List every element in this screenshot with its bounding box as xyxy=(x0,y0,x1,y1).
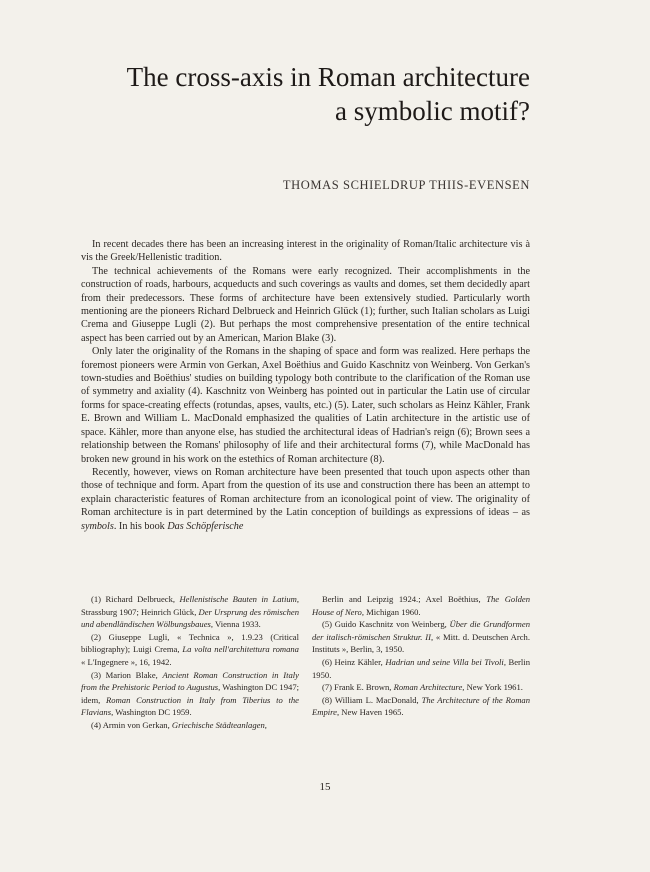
article-body xyxy=(81,238,530,533)
text-run: The technical achievements of the Romans were early recognized. Their accomplishments in the construction of roads, harbours, acqueducts and such coverings as vaults and domes, set them decidedly apart from their predecessors. These forms of architecture have been extensively studied. Particularly worth mentioning are the pioneers Richard Delbrueck and Heinrich Glück (1); further, such Italian scholars as Luigi Crema and Giuseppe Lugli (2). But perhaps the most comprehensive presentation of the entire technical aspect has been carried out by an American, Marion Blake (3). xyxy=(81,265,530,344)
footnote-entry xyxy=(81,631,299,669)
text-run: , Berlin 1950. xyxy=(312,656,530,680)
italic-text: La volta nell'architettura romana xyxy=(182,644,299,655)
text-run: (5) Guido Kaschnitz von Weinberg, xyxy=(322,619,450,630)
text-run: (7) Frank E. Brown, xyxy=(322,682,394,693)
body-paragraph xyxy=(81,345,530,466)
text-run: Berlin and Leipzig 1924.; Axel Boëthius, xyxy=(322,594,487,604)
text-run: , New Haven 1965. xyxy=(336,707,404,718)
title-line-1: The cross-axis in Roman architecture xyxy=(126,62,530,92)
footnote-entry xyxy=(312,681,530,694)
text-run: (4) Armin von Gerkan, xyxy=(91,719,172,730)
text-run: , Washington DC 1959. xyxy=(111,707,192,718)
footnote-entry xyxy=(312,618,530,656)
text-run: (3) Marion Blake, xyxy=(91,669,163,680)
italic-text: Das Schöpferische xyxy=(167,520,244,532)
text-run: In recent decades there has been an increasing interest in the originality of Roman/Italic architecture vis à vis the Greek/Hellenistic tradition. xyxy=(81,239,530,264)
text-run: , « Mitt. d. Deutschen Arch. Instituts », Berlin, 3, 1950. xyxy=(312,631,530,655)
text-run: Recently, however, views on Roman architecture have been presented that touch upon aspects other than those of technique and form. Apart from the question of its use and construction there has been an attempt to explain characteristic features of Roman architecture from an iconological point of view. The originality of Roman architecture is in part determined by the Latin conception of buildings as expressions of ideas – as xyxy=(81,466,530,519)
body-paragraph xyxy=(81,238,530,265)
italic-text: The Golden House of Nero xyxy=(312,594,530,617)
footnote-entry xyxy=(312,656,530,681)
title-line-2: a symbolic motif? xyxy=(335,96,530,126)
footnotes-right-column xyxy=(312,593,530,732)
text-run: , Strassburg 1907; Heinrich Glück, xyxy=(81,594,299,617)
italic-text: The Architecture of the Roman Empire xyxy=(312,694,530,718)
text-run: , xyxy=(264,719,267,730)
text-run: (1) Richard Delbrueck, xyxy=(91,594,180,604)
text-run: (6) Heinz Kähler, xyxy=(322,656,386,667)
author-name: THOMAS SCHIELDRUP THIIS-EVENSEN xyxy=(282,178,530,192)
italic-text: Ancient Roman Construction in Italy from the Prehistoric Period to Augustus xyxy=(81,669,299,693)
italic-text: Roman Architecture xyxy=(393,682,463,693)
footnote-entry xyxy=(81,719,299,732)
article-title xyxy=(127,60,530,128)
body-paragraph xyxy=(81,265,530,345)
footnote-entry xyxy=(81,669,299,719)
body-paragraph xyxy=(81,466,530,533)
footnote-entry xyxy=(312,694,530,719)
italic-text: Roman Construction in Italy from Tiberius to the Flavians xyxy=(81,694,299,718)
italic-text: Der Ursprung des römischen und abendländischen Wölbungsbaues xyxy=(81,606,300,630)
footnotes-left-column xyxy=(81,593,299,732)
text-run: , Michigan 1960. xyxy=(361,606,421,617)
italic-text: Griechische Städteanlagen xyxy=(171,719,265,730)
footnotes xyxy=(81,593,530,732)
text-run: « L'Ingegnere », 16, 1942. xyxy=(81,656,172,667)
text-run: , New York 1961. xyxy=(462,682,523,693)
italic-text: Hadrian und seine Villa bei Tivoli xyxy=(385,656,504,667)
text-run: Only later the originality of the Romans in the shaping of space and form was realized. Here perhaps the foremost pioneers were Armin von Gerkan, Axel Boëthius and Guido Kaschnitz von Weinberg. Von Gerkan's town-studies and Boëthius' studies on building typology both contribute to the clarification of the Roman use of symmetry and axiality (4). Kaschnitz von Weinberg has pointed out in particular the Latin use of circular forms for space-creating effects (rotundas, apses, vaults, etc.) (5). Later, such scholars as Heinz Kähler, Frank E. Brown and William L. MacDonald emphasized the qualities of Latin architecture in the artistic use of space. Kähler, more than anyone else, has studied the architectural ideas of Hadrian's reign (6); Brown sees a relationship between the Romans' philosophy of life and their architectural forms (7), while MacDonald has broken new ground in his work on the estethics of Roman architecture (8). xyxy=(81,346,530,465)
text-run: , Washington DC 1947; idem, xyxy=(81,682,300,705)
italic-text: symbols xyxy=(81,520,114,532)
text-run: (8) William L. MacDonald, xyxy=(322,694,422,705)
footnote-entry xyxy=(81,593,299,631)
italic-text: Über die Grundformen der italisch-römischen Struktur. II xyxy=(312,619,530,642)
text-run: , Vienna 1933. xyxy=(210,619,261,630)
text-run: . In his book xyxy=(113,520,168,532)
text-run: (2) Giuseppe Lugli, « Technica », 1.9.23 (Critical bibliography); Luigi Crema, xyxy=(81,631,299,655)
page-number: 15 xyxy=(319,781,331,793)
footnote-entry xyxy=(312,593,530,618)
italic-text: Hellenistische Bauten in Latium xyxy=(179,594,297,604)
